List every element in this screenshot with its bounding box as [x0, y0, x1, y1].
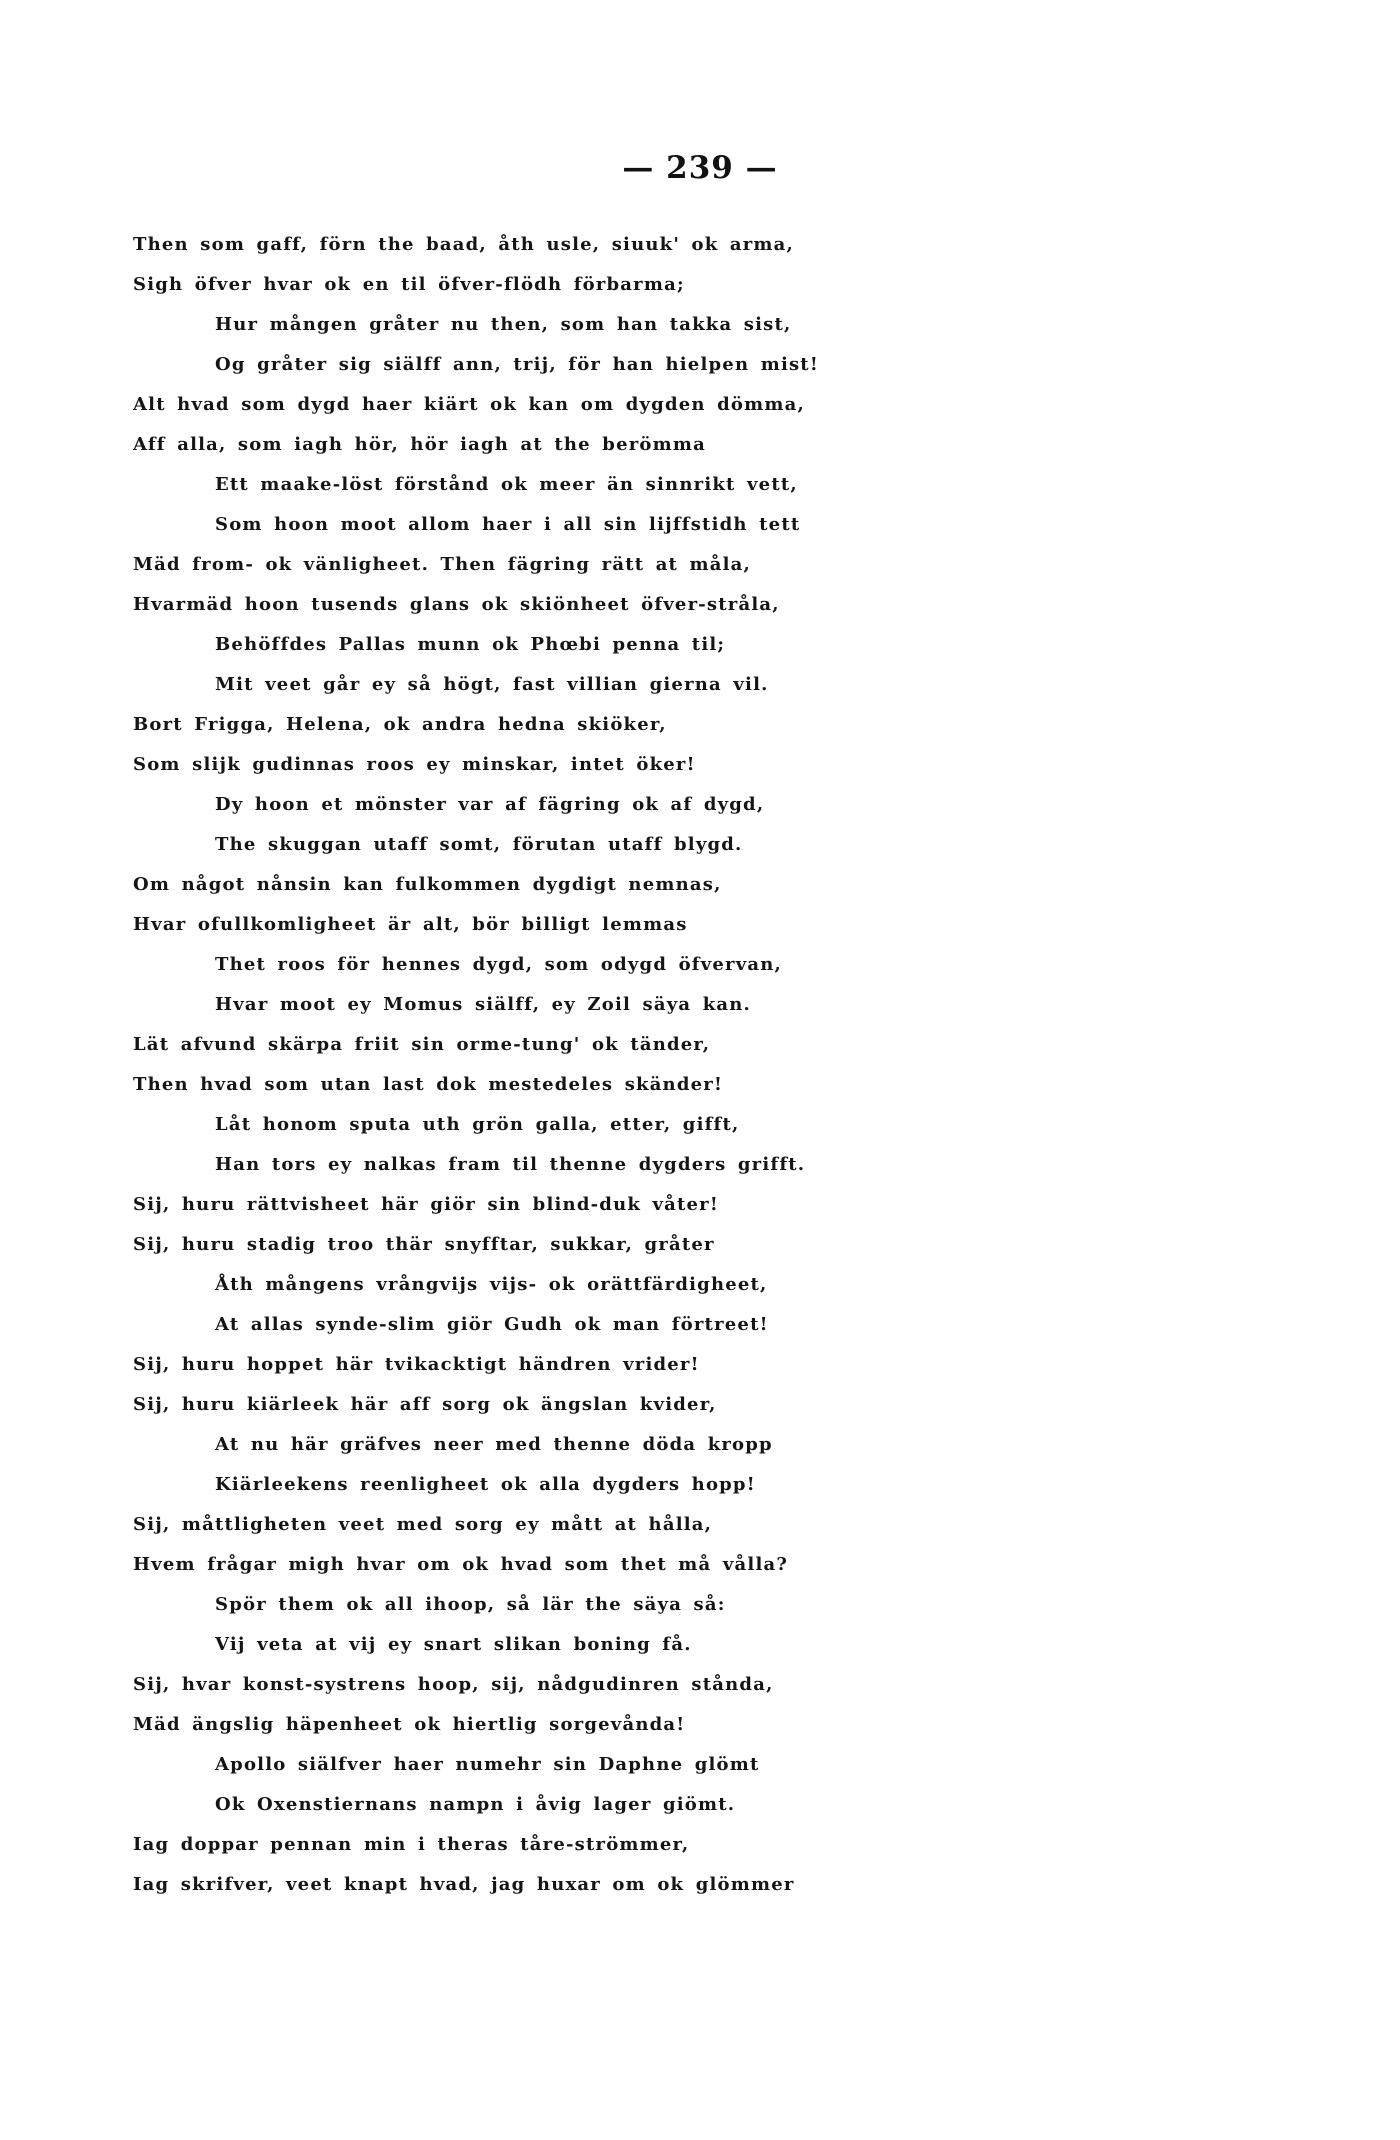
poem-line: Alt hvad som dygd haer kiärt ok kan om dygden dömma,: [133, 394, 805, 415]
poem-line: Og gråter sig siälff ann, trij, för han hielpen mist!: [215, 354, 819, 375]
poem-line: Lät afvund skärpa friit sin orme-tung' ok tänder,: [133, 1034, 711, 1055]
poem-line: Iag doppar pennan min i theras tåre-strömmer,: [133, 1834, 690, 1855]
poem-line: Sigh öfver hvar ok en til öfver-flödh förbarma;: [133, 274, 685, 295]
poem-line: Spör them ok all ihoop, så lär the säya så:: [215, 1594, 726, 1615]
poem-line: Dy hoon et mönster var af fägring ok af dygd,: [215, 794, 765, 815]
poem-line: Sij, huru kiärleek här aff sorg ok ängslan kvider,: [133, 1394, 717, 1415]
poem-line: Aff alla, som iagh hör, hör iagh at the berömma: [133, 434, 706, 455]
poem-line: Bort Frigga, Helena, ok andra hedna skiöker,: [133, 714, 667, 735]
poem-line: The skuggan utaff somt, förutan utaff blygd.: [215, 834, 743, 855]
poem-line: Sij, huru rättvisheet här giör sin blind-duk våter!: [133, 1194, 719, 1215]
poem-line: Hvarmäd hoon tusends glans ok skiönheet öfver-stråla,: [133, 594, 780, 615]
poem-line: Som slijk gudinnas roos ey minskar, intet öker!: [133, 754, 696, 775]
poem-line: Mit veet går ey så högt, fast villian gierna vil.: [215, 674, 769, 695]
poem-line: Mäd ängslig häpenheet ok hiertlig sorgevånda!: [133, 1714, 686, 1735]
poem-line: Åth mångens vrångvijs vijs- ok orättfärdigheet,: [215, 1274, 768, 1295]
poem-text: [0, 225, 1400, 1905]
poem-line: Hvar moot ey Momus siälff, ey Zoil säya kan.: [215, 994, 751, 1015]
poem-line: Thet roos för hennes dygd, som odygd öfvervan,: [215, 954, 782, 975]
poem-line: Ok Oxenstiernans nampn i åvig lager giömt.: [215, 1794, 736, 1815]
poem-line: Then hvad som utan last dok mestedeles skänder!: [133, 1074, 724, 1095]
poem-line: Behöffdes Pallas munn ok Phœbi penna til;: [215, 634, 726, 655]
poem-line: Han tors ey nalkas fram til thenne dygders grifft.: [215, 1154, 806, 1175]
poem-line: Vij veta at vij ey snart slikan boning få.: [215, 1634, 692, 1655]
poem-line: Som hoon moot allom haer i all sin lijffstidh tett: [215, 514, 801, 535]
poem-line: At nu här gräfves neer med thenne döda kropp: [215, 1434, 773, 1455]
poem-line: Hur mången gråter nu then, som han takka sist,: [215, 314, 792, 335]
poem-line: Sij, huru hoppet här tvikacktigt händren vrider!: [133, 1354, 700, 1375]
poem-line: Ett maake-löst förstånd ok meer än sinnrikt vett,: [215, 474, 798, 495]
poem-line: Sij, huru stadig troo thär snyfftar, sukkar, gråter: [133, 1234, 715, 1255]
poem-line: At allas synde-slim giör Gudh ok man förtreet!: [215, 1314, 769, 1335]
poem-line: Hvem frågar migh hvar om ok hvad som thet må vålla?: [133, 1554, 789, 1575]
poem-line: Mäd from- ok vänligheet. Then fägring rätt at måla,: [133, 554, 752, 575]
poem-line: Om något nånsin kan fulkommen dygdigt nemnas,: [133, 874, 722, 895]
poem-line: Låt honom sputa uth grön galla, etter, gifft,: [215, 1114, 740, 1135]
poem-line: Hvar ofullkomligheet är alt, bör billigt lemmas: [133, 914, 688, 935]
poem-line: Then som gaff, förn the baad, åth usle, siuuk' ok arma,: [133, 234, 794, 255]
poem-line: Sij, måttligheten veet med sorg ey mått at hålla,: [133, 1514, 713, 1535]
page-number: — 239 —: [622, 150, 778, 186]
poem-line: Iag skrifver, veet knapt hvad, jag huxar om ok glömmer: [133, 1874, 795, 1895]
poem-line: Apollo siälfver haer numehr sin Daphne glömt: [215, 1754, 760, 1775]
poem-line: Kiärleekens reenligheet ok alla dygders hopp!: [215, 1474, 756, 1495]
poem-line: Sij, hvar konst-systrens hoop, sij, nådgudinren stånda,: [133, 1674, 774, 1695]
